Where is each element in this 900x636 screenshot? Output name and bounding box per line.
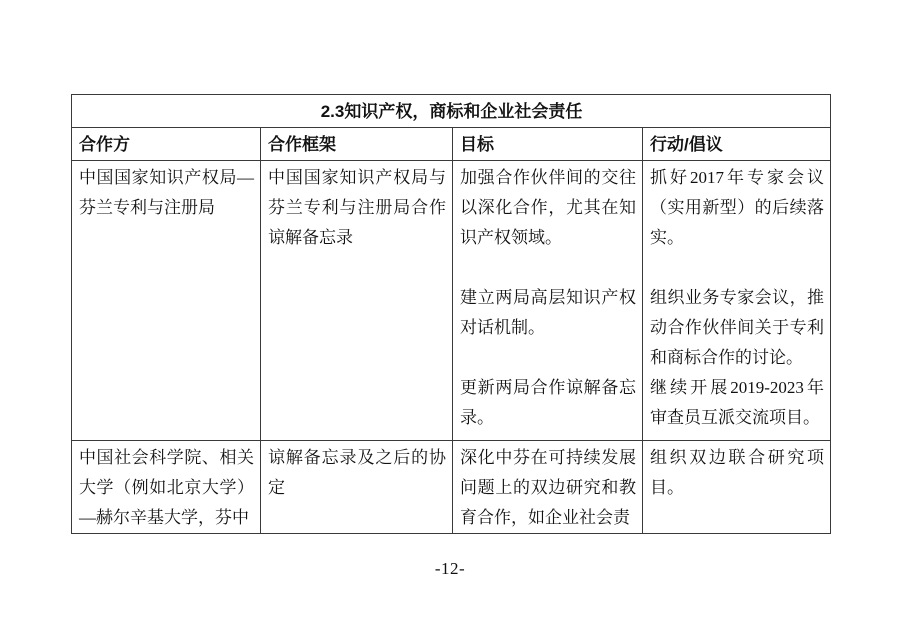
partner-cell <box>72 441 261 534</box>
table-title-row <box>72 95 831 128</box>
cell-paragraph: 建立两局高层知识产权对话机制。 <box>460 288 636 337</box>
table-header-row <box>72 128 831 161</box>
cell-paragraph: 中国社会科学院、相关大学（例如北京大学）—赫尔辛基大学，芬中 <box>79 448 254 527</box>
cell-paragraph: 抓好2017年专家会议（实用新型）的后续落实。 <box>650 168 825 247</box>
col-header-partner: 合作方 <box>72 128 261 161</box>
table-row <box>72 161 831 441</box>
cell-paragraph: 谅解备忘录及之后的协定 <box>268 448 446 497</box>
partner-cell <box>72 161 261 441</box>
action-cell <box>643 441 831 534</box>
cell-paragraph: 中国国家知识产权局与芬兰专利与注册局合作谅解备忘录 <box>268 168 446 247</box>
action-cell <box>643 161 831 441</box>
col-header-action: 行动/倡议 <box>643 128 831 161</box>
framework-cell <box>261 161 453 441</box>
col-header-framework: 合作框架 <box>261 128 453 161</box>
goal-cell <box>453 441 643 534</box>
goal-cell <box>453 161 643 441</box>
page-number: -12- <box>434 559 466 578</box>
col-header-goal: 目标 <box>453 128 643 161</box>
cooperation-table <box>71 94 831 534</box>
cell-paragraph: 加强合作伙伴间的交往以深化合作，尤其在知识产权领域。 <box>460 168 636 247</box>
cell-paragraph: 组织业务专家会议，推动合作伙伴间关于专利和商标合作的讨论。 <box>650 288 825 367</box>
cell-paragraph: 组织双边联合研究项目。 <box>650 448 825 497</box>
table-row <box>72 441 831 534</box>
cell-paragraph: 深化中芬在可持续发展问题上的双边研究和教育合作，如企业社会责 <box>460 448 636 527</box>
cell-paragraph: 中国国家知识产权局—芬兰专利与注册局 <box>79 168 254 217</box>
cell-paragraph: 更新两局合作谅解备忘录。 <box>460 378 636 427</box>
framework-cell <box>261 441 453 534</box>
cell-paragraph: 继续开展2019-2023年审查员互派交流项目。 <box>650 378 825 427</box>
table-title: 2.3知识产权，商标和企业社会责任 <box>72 95 831 128</box>
